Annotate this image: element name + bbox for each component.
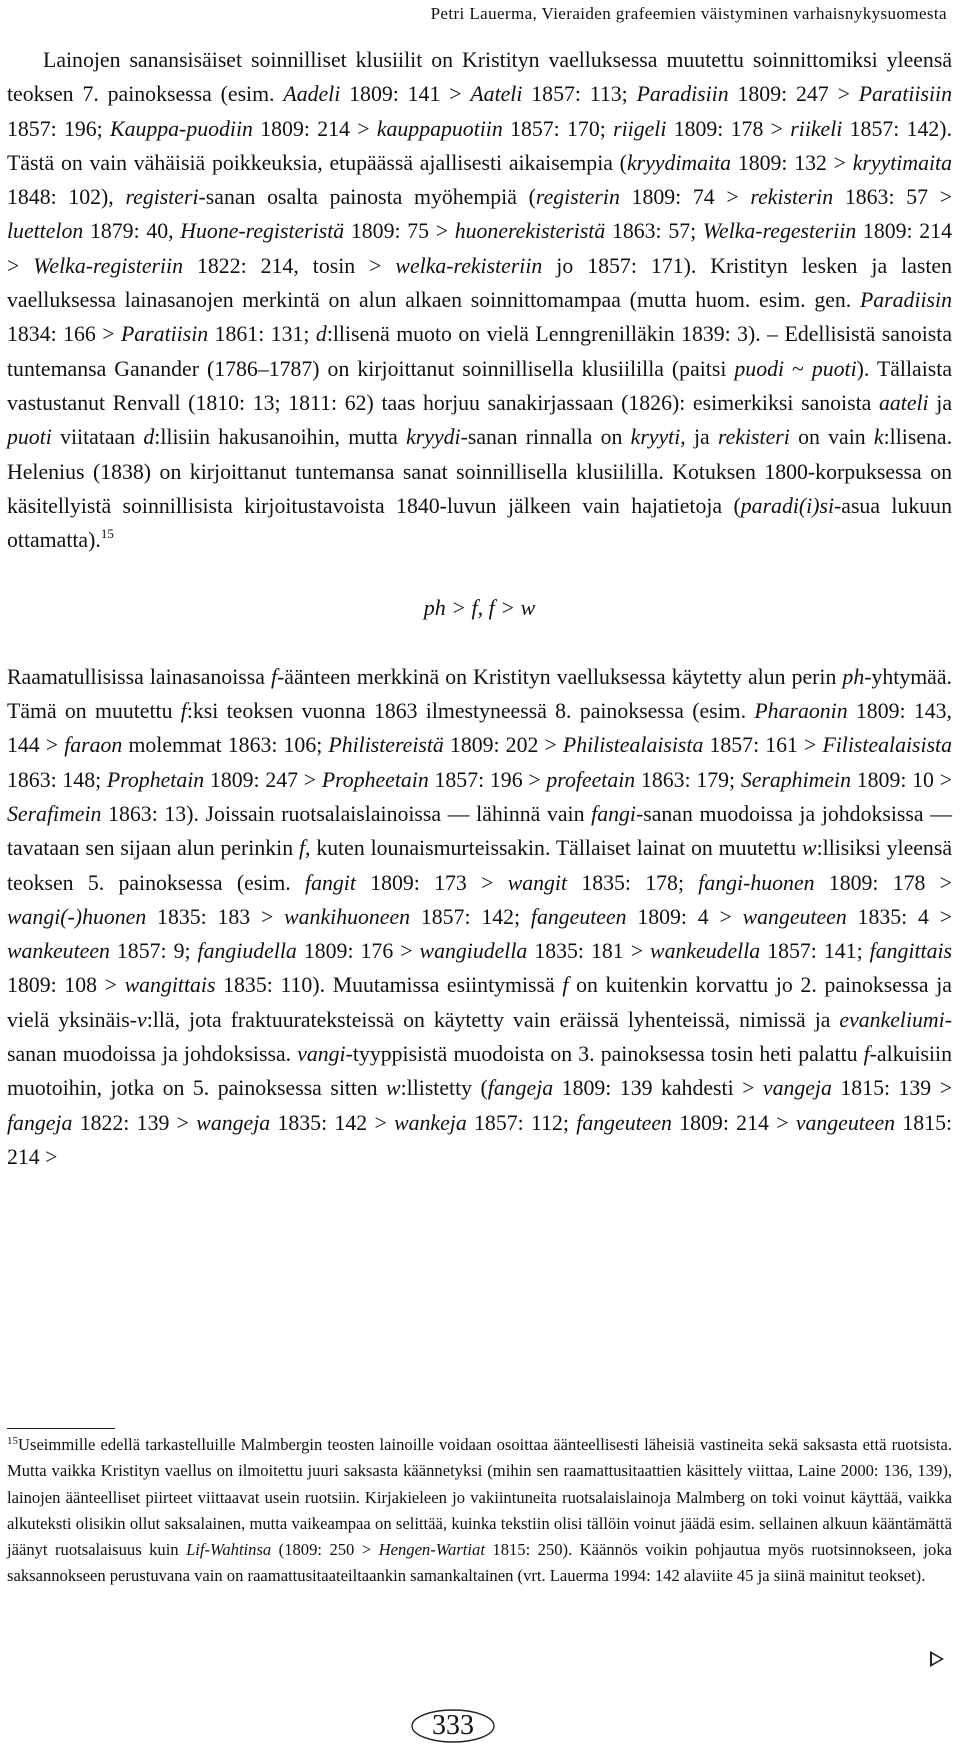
page-number	[410, 1708, 496, 1744]
main-text	[7, 43, 952, 1174]
paragraph-content: Raamatullisissa lainasanoissa f-äänteen merkkinä on Kristityn vaelluksessa käytetty alun perin ph-yhtymää. Tämä on muutettu f:ksi teoksen vuonna 1863 ilmestyneessä 8. painoksessa (esim. Pharaonin 1809: 143, 144 > faraon molemmat 1863: 106; Philistereistä 1809: 202 > Philistealaisista 1857: 161 > Filistealaisista 1863: 148; Prophetain 1809: 247 > Propheetain 1857: 196 > profeetain 1863: 179; Seraphimein 1809: 10 > Serafimein 1863: 13). Joissain ruotsalaislainoissa — lähinnä vain fangi-sanan muodoissa ja johdoksissa — tavataan sen sijaan alun perinkin f, kuten lounaismurteissakin. Tällaiset lainat on muutettu w:llisiksi yleensä teoksen 5. painoksessa (esim. fangit 1809: 173 > wangit 1835: 178; fangi-huonen 1809: 178 > wangi(-)huonen 1835: 183 > wankihuoneen 1857: 142; fangeuteen 1809: 4 > wangeuteen 1835: 4 > wankeuteen 1857: 9; fangiudella 1809: 176 > wangiudella 1835: 181 > wankeudella 1857: 141; fangittais 1809: 108 > wangittais 1835: 110). Muutamissa esiintymissä f on kuitenkin korvattu jo 2. painoksessa ja vielä yksinäis-v:llä, jota fraktuurateksteissä on käytetty vain eräissä lyhenteissä, nimissä ja evankeliumi-sanan muodoissa ja johdoksissa. vangi-tyyppisistä muodoista on 3. painoksessa tosin heti palattu f-alkuisiin muotoihin, jotka on 5. painoksessa sitten w:llistetty (fangeja 1809: 139 kahdesti > vangeja 1815: 139 > fangeja 1822: 139 > wangeja 1835: 142 > wankeja 1857: 112; fangeuteen 1809: 214 > vangeuteen 1815: 214 >	[7, 664, 953, 1169]
paragraph-klusiilit	[7, 43, 952, 557]
running-header-text: Petri Lauerma, Vieraiden grafeemien väistyminen varhaisnykysuomesta	[430, 4, 947, 23]
paragraph-ph-f-w	[7, 660, 952, 1174]
paragraph-content: Lainojen sanansisäiset soinnilliset klusiilit on Kristityn vaelluksessa muutettu soinnittomiksi yleensä teoksen 7. painoksessa (esim. Aadeli 1809: 141 > Aateli 1857: 113; Paradisiin 1809: 247 > Paratiisiin 1857: 196; Kauppa-puodiin 1809: 214 > kauppapuotiin 1857: 170; riigeli 1809: 178 > riikeli 1857: 142). Tästä on vain vähäisiä poikkeuksia, etupäässä ajallisesti aikaisempia (kryydimaita 1809: 132 > kryytimaita 1848: 102), registeri-sanan osalta painosta myöhempiä (registerin 1809: 74 > rekisterin 1863: 57 > luettelon 1879: 40, Huone-registeristä 1809: 75 > huonerekisteristä 1863: 57; Welka-regesteriin 1809: 214 > Welka-registeriin 1822: 214, tosin > welka-rekisteriin jo 1857: 171). Kristityn lesken ja lasten vaelluksessa lainasanojen merkintä on alun alkaen soinnittomampaa (mutta huom. esim. gen. Paradiisin 1834: 166 > Paratiisin 1861: 131; d:llisenä muoto on vielä Lenngrenilläkin 1839: 3). – Edellisistä sanoista tuntemansa Ganander (1786–1787) on kirjoittanut soinnillisella klusiililla (paitsi puodi ~ puoti). Tällaista vastustanut Renvall (1810: 13; 1811: 62) taas horjuu sanakirjassaan (1826): esimerkiksi sanoista aateli ja puoti viitataan d:llisiin hakusanoihin, mutta kryydi-sanan rinnalla on kryyti, ja rekisteri on vain k:llisena. Helenius (1838) on kirjoittanut tuntemansa sanat soinnillisella klusiililla. Kotuksen 1800-korpuksessa on käsitellyistä soinnillisista kirjoitustavoista 1840-luvun jälkeen vain hajatietoja (paradi(i)si-asua lukuun ottamatta).	[7, 48, 953, 553]
footnote-rule	[7, 1428, 115, 1429]
footnote-15	[7, 1432, 952, 1590]
footnote-content: Useimmille edellä tarkastelluille Malmbergin teosten lainoille voidaan osoittaa äänteellisesti läheisiä vastineita sekä saksasta että ruotsista. Mutta vaikka Kristityn vaellus on ilmoitettu juuri saksasta käännetyksi (mihin sen raamattusitaattien käsittely viittaa, Laine 2000: 136, 139), lainojen äänteelliset piirteet viittaavat usein ruotsiin. Kirjakieleen jo vakiintuneita ruotsalaislainoja Malmberg on toki voinut käyttää, vaikka alkuteksti olisikin ollut saksalainen, mutta vaikeampaa on selittää, kuinka tekstiin olisi tällöin voinut jäädä esim. sellainen alkuun kääntämättä jäänyt ruotsalaisuus kuin Lif-Wahtinsa (1809: 250 > Hengen-Wartiat 1815: 250). Käännös voikin pohjautua myös ruotsinnokseen, joka saksannokseen perustuvana vain on raamattusitaateiltaankin samankaltainen (vrt. Lauerma 1994: 142 alaviite 45 ja siinä mainitut teokset).	[7, 1435, 953, 1586]
footnote-number: 15	[7, 1435, 18, 1447]
running-header	[0, 4, 947, 24]
section-heading: ph > f, f > w	[423, 595, 536, 621]
page-number-text: 333	[432, 1710, 474, 1741]
triangle-right-icon[interactable]	[930, 1651, 944, 1667]
footnote-ref[interactable]: 15	[100, 526, 114, 542]
footnote-text	[7, 1432, 952, 1590]
